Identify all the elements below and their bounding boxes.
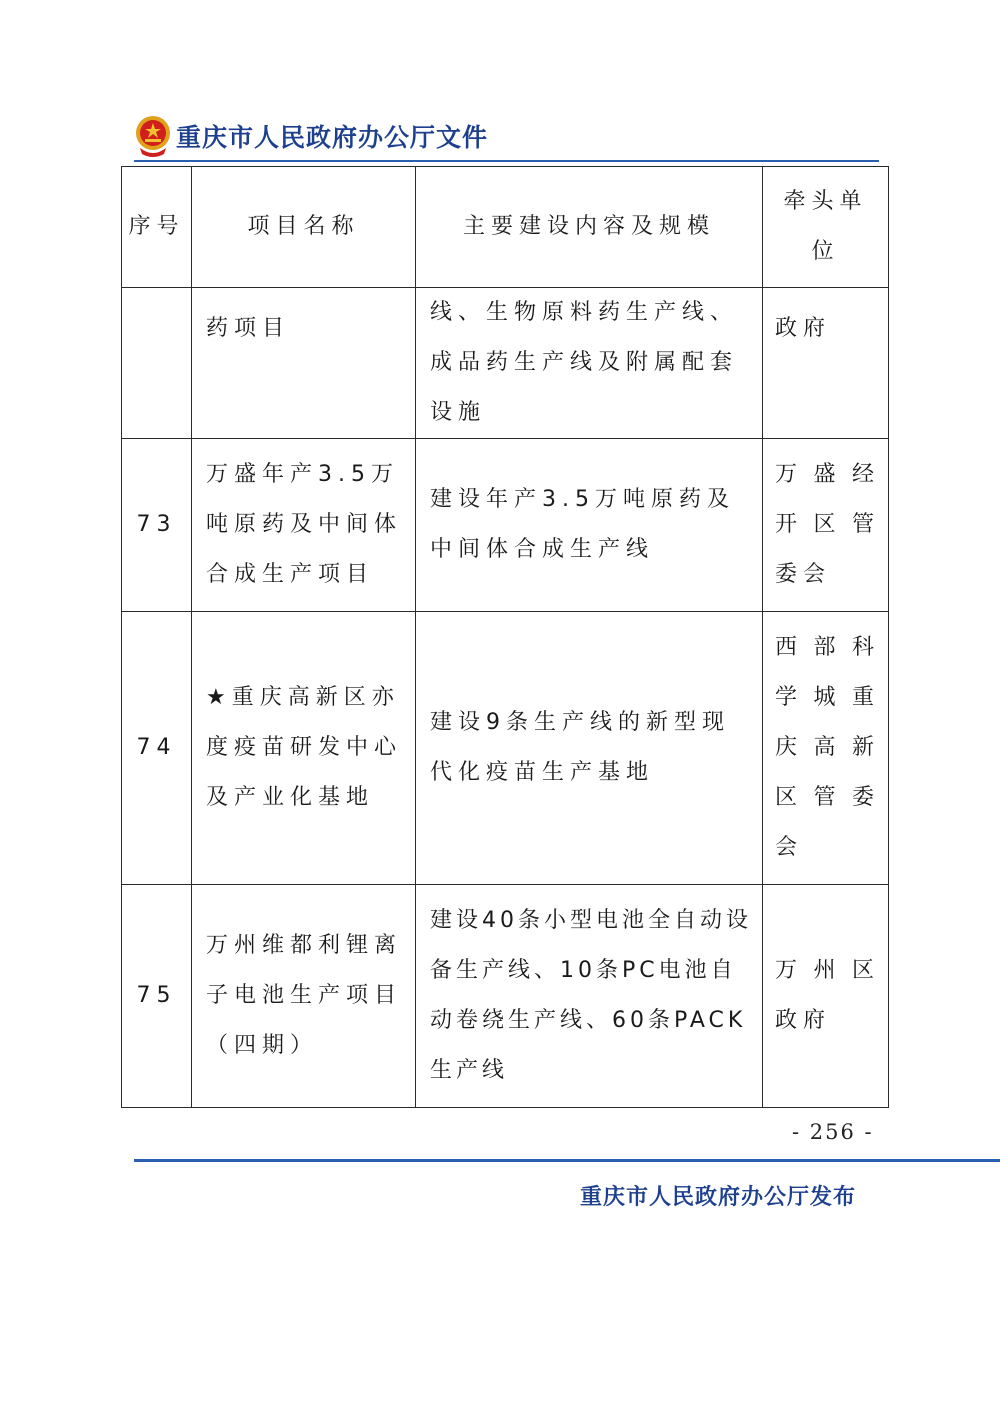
project-content: 线、生物原料药生产线、成品药生产线及附属配套设施 — [416, 288, 763, 439]
table-row — [122, 612, 889, 885]
project-name: ★重庆高新区亦度疫苗研发中心及产业化基地 — [192, 612, 416, 885]
project-name: 万盛年产3.5万吨原药及中间体合成生产项目 — [192, 439, 416, 612]
column-header-content: 主要建设内容及规模 — [416, 167, 763, 288]
project-content: 建设9条生产线的新型现代化疫苗生产基地 — [416, 612, 763, 885]
page-number: - 256 - — [792, 1120, 874, 1144]
column-header-unit: 牵头单位 — [763, 167, 889, 288]
project-content: 建设40条小型电池全自动设备生产线、10条PC电池自动卷绕生产线、60条PACK生产线 — [416, 885, 763, 1108]
national-emblem-icon — [134, 114, 172, 158]
header-divider — [134, 160, 879, 162]
lead-unit: 政府 — [763, 288, 889, 439]
table-header-row — [122, 167, 889, 288]
document-header — [134, 112, 879, 160]
footer-publisher: 重庆市人民政府办公厅发布 — [580, 1185, 857, 1210]
lead-unit: 万州区政府 — [763, 885, 889, 1108]
project-name: 万州维都利锂离子电池生产项目（四期） — [192, 885, 416, 1108]
lead-unit: 西部科学城重庆高新区管委会 — [763, 612, 889, 885]
table-row — [122, 439, 889, 612]
header-title: 重庆市人民政府办公厅文件 — [176, 123, 489, 152]
row-number: 75 — [122, 885, 192, 1108]
row-number: 73 — [122, 439, 192, 612]
row-number: 74 — [122, 612, 192, 885]
project-name: 药项目 — [192, 288, 416, 439]
column-header-name: 项目名称 — [192, 167, 416, 288]
table-row — [122, 885, 889, 1108]
table-row — [122, 288, 889, 439]
row-number — [122, 288, 192, 439]
column-header-no: 序号 — [122, 167, 192, 288]
footer-divider — [134, 1159, 1000, 1162]
project-content: 建设年产3.5万吨原药及中间体合成生产线 — [416, 439, 763, 612]
lead-unit: 万盛经开区管委会 — [763, 439, 889, 612]
project-table — [121, 166, 889, 1108]
